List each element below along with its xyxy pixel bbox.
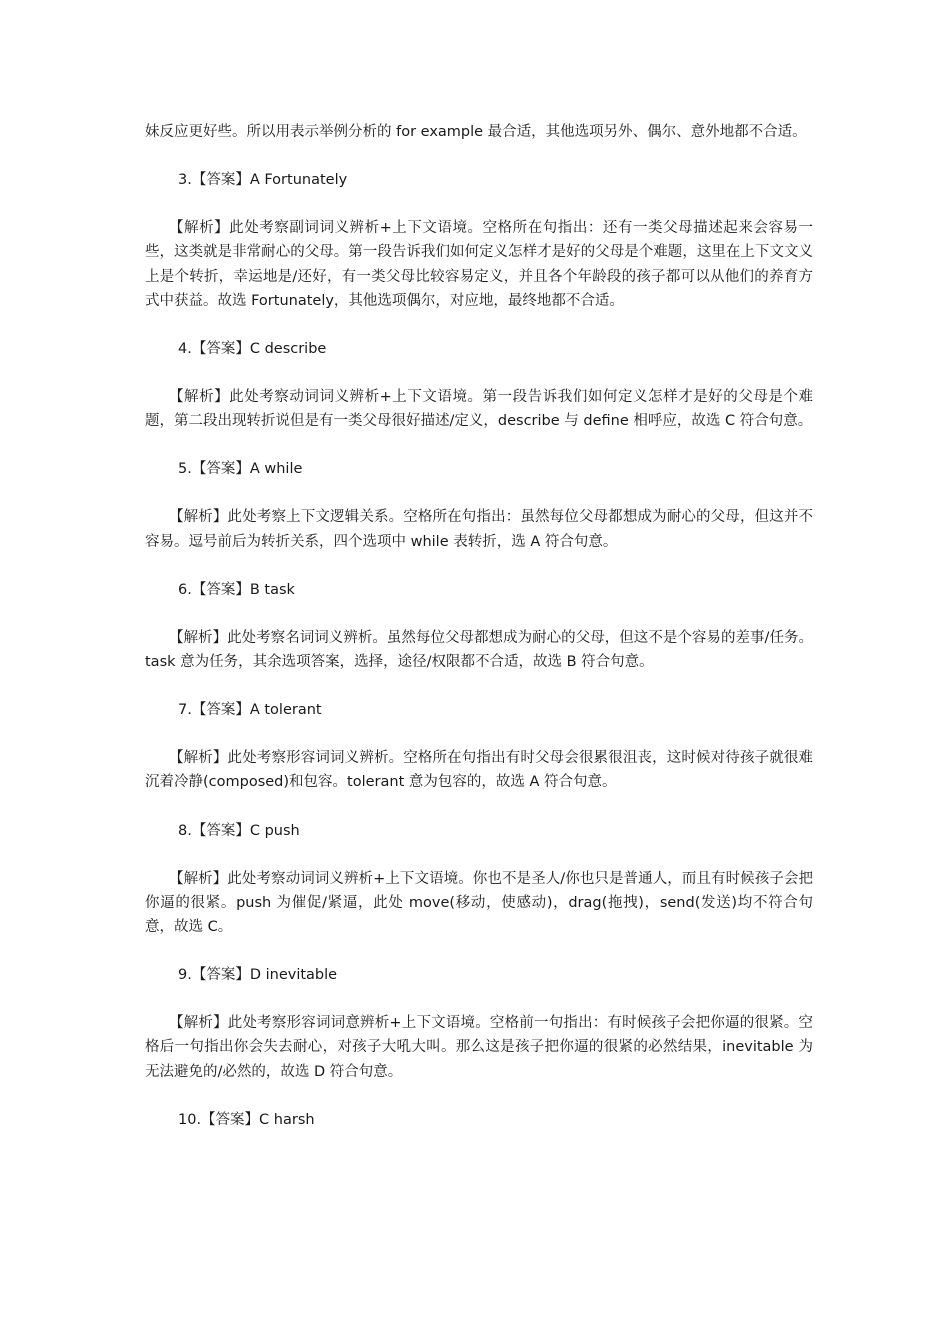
answer-line-4: 4.【答案】C describe xyxy=(178,341,327,358)
analysis-paragraph-5: 【解析】此处考察上下文逻辑关系。空格所在句指出：虽然每位父母都想成为耐心的父母，但这并不容易。逗号前后为转折关系，四个选项中 while 表转折，选 A 符合句意。 xyxy=(145,509,813,550)
analysis-paragraph-7: 【解析】此处考察形容词词义辨析。空格所在句指出有时父母会很累很沮丧，这时候对待孩子就很难沉着冷静(composed)和包容。tolerant 意为包容的，故选 A 符合句意。 xyxy=(145,750,813,791)
analysis-paragraph-8: 【解析】此处考察动词词义辨析+上下文语境。你也不是圣人/你也只是普通人，而且有时候孩子会把你逼的很紧。push 为催促/紧逼，此处 move(移动，使感动)，drag(拖拽)，send(发送)均不符合句意，故选 C。 xyxy=(145,870,813,936)
document-body xyxy=(145,120,813,1132)
answer-line-8: 8.【答案】C push xyxy=(178,822,300,839)
answer-line-6: 6.【答案】B task xyxy=(178,581,295,598)
answer-line-10: 10.【答案】C harsh xyxy=(178,1111,315,1128)
answer-line-5: 5.【答案】A while xyxy=(178,461,303,478)
answer-line-7: 7.【答案】A tolerant xyxy=(178,702,322,719)
analysis-paragraph-4: 【解析】此处考察动词词义辨析+上下文语境。第一段告诉我们如何定义怎样才是好的父母是个难题，第二段出现转折说但是有一类父母很好描述/定义，describe 与 define 相呼应，故选 C 符合句意。 xyxy=(145,389,813,430)
answer-line-3: 3.【答案】A Fortunately xyxy=(178,172,348,189)
analysis-paragraph-6: 【解析】此处考察名词词义辨析。虽然每位父母都想成为耐心的父母，但这不是个容易的差事/任务。task 意为任务，其余选项答案，选择，途径/权限都不合适，故选 B 符合句意。 xyxy=(145,629,813,671)
analysis-paragraph-3: 【解析】此处考察副词词义辨析+上下文语境。空格所在句指出：还有一类父母描述起来会容易一些，这类就是非常耐心的父母。第一段告诉我们如何定义怎样才是好的父母是个难题，这里在上下文文义上是个转折，幸运地是/还好，有一类父母比较容易定义，并且各个年龄段的孩子都可以从他们的养育方式中获益。故选 Fortunately，其他选项偶尔，对应地，最终地都不合适。 xyxy=(145,220,813,309)
answer-line-9: 9.【答案】D inevitable xyxy=(178,967,338,984)
analysis-paragraph-9: 【解析】此处考察形容词词意辨析+上下文语境。空格前一句指出：有时候孩子会把你逼的很紧。空格后一句指出你会失去耐心，对孩子大吼大叫。那么这是孩子把你逼的很紧的必然结果，inevitable 为无法避免的/必然的，故选 D 符合句意。 xyxy=(145,1015,813,1080)
intro-paragraph: 妹反应更好些。所以用表示举例分析的 for example 最合适，其他选项另外、偶尔、意外地都不合适。 xyxy=(145,124,807,140)
